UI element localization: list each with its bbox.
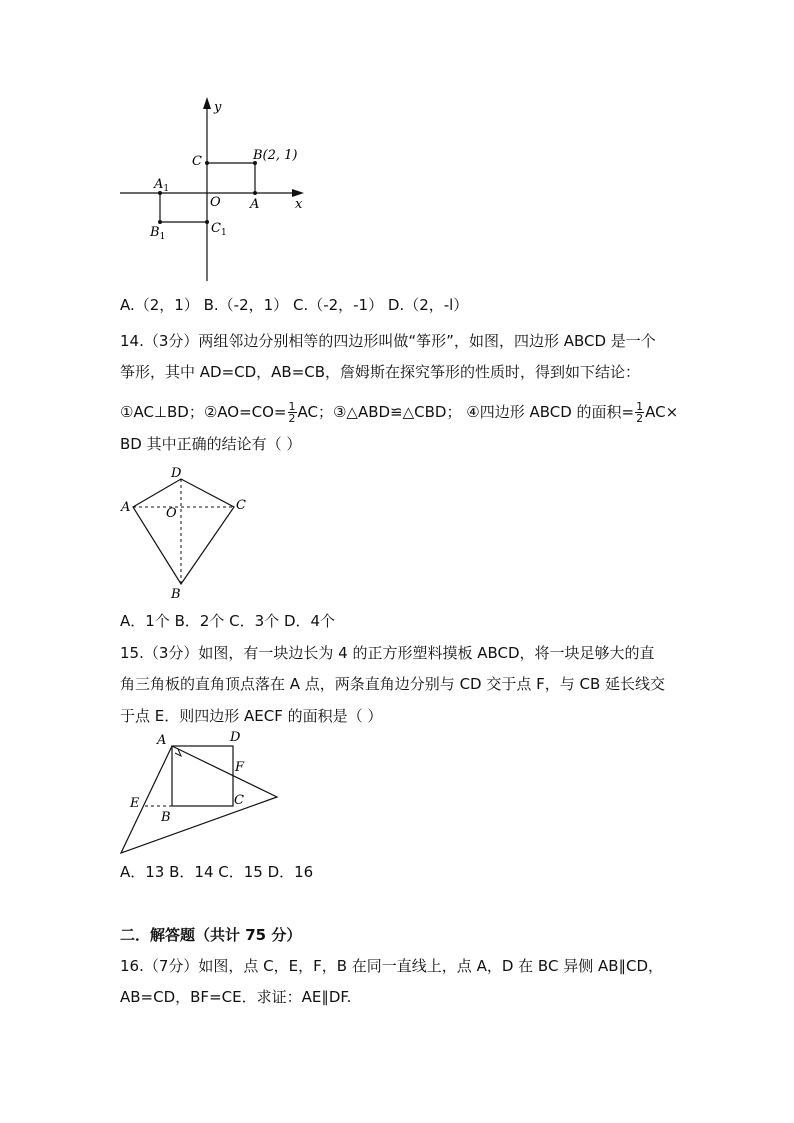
q15-options: A．13 B．14 C．15 D．16	[120, 863, 314, 881]
section-2-title: 二．解答题（共计 75 分）	[120, 926, 302, 944]
rectangle-OA1B1C1	[160, 193, 207, 222]
q14-line3	[120, 398, 678, 426]
label-B1: $B_1$	[150, 225, 166, 242]
point-C1	[205, 220, 209, 224]
q14-line3-part2: AC；③△ABD≌△CBD； ④四边形 ABCD 的面积=	[297, 403, 635, 421]
kite-ABCD	[133, 479, 234, 584]
rectangle-OABC	[207, 163, 255, 193]
point-B1	[158, 220, 162, 224]
q15-line3: 于点 E．则四边形 AECF 的面积是（ ）	[120, 707, 383, 725]
label-D: D	[171, 466, 182, 481]
point-A	[253, 191, 257, 195]
label-C: C	[192, 154, 202, 169]
point-C	[205, 161, 209, 165]
label-B: B	[171, 587, 181, 602]
x-axis-arrow	[292, 189, 304, 197]
label-A: A	[121, 500, 131, 515]
label-D: D	[230, 730, 241, 745]
q15-line2: 角三角板的直角顶点落在 A 点，两条直角边分别与 CD 交于点 F，与 CB 延长线交	[120, 675, 666, 693]
q15-line1: 15.（3分）如图，有一块边长为 4 的正方形塑料摸板 ABCD，将一块足够大的直	[120, 644, 655, 662]
label-O: O	[210, 195, 221, 210]
label-x: x	[295, 197, 303, 212]
label-y: y	[214, 100, 222, 115]
fraction-half: $\frac{1}{2}$	[636, 400, 644, 425]
q16-line2: AB=CD，BF=CE．求证：AE∥DF.	[120, 988, 352, 1006]
q14-line4: BD 其中正确的结论有（ ）	[120, 435, 302, 453]
label-F: F	[235, 760, 245, 775]
square-ABCD	[172, 746, 233, 806]
label-A: A	[157, 733, 167, 748]
fraction-half: $\frac{1}{2}$	[288, 400, 296, 425]
q14-line3-part1: ①AC⊥BD；②AO=CO=	[120, 403, 287, 421]
y-axis-arrow	[203, 97, 211, 109]
label-O: O	[166, 506, 177, 521]
figure-q13-coordinate-diagram	[118, 95, 318, 285]
label-C: C	[234, 793, 244, 808]
q14-line3-part3: AC×	[645, 403, 679, 421]
label-A1: $A_1$	[154, 177, 170, 194]
label-C: C	[236, 498, 246, 513]
right-triangle	[121, 746, 277, 853]
q14-line2: 筝形，其中 AD=CD，AB=CB，詹姆斯在探究筝形的性质时，得到如下结论：	[120, 363, 641, 381]
label-B: B(2, 1)	[253, 148, 298, 163]
figure-q14-kite	[118, 462, 253, 602]
label-A: A	[250, 197, 260, 212]
label-B: B	[161, 810, 171, 825]
q14-options: A．1个 B．2个 C．3个 D．4个	[120, 612, 336, 630]
q16-line1: 16.（7分）如图，点 C，E，F，B 在同一直线上，点 A，D 在 BC 异侧 AB∥CD，	[120, 957, 664, 975]
label-E: E	[130, 796, 140, 811]
q13-options: A.（2，1） B.（-2，1） C.（-2，-1） D.（2，-l）	[120, 296, 469, 314]
label-C1: $C_1$	[211, 221, 227, 238]
q14-line1: 14.（3分）两组邻边分别相等的四边形叫做“筝形”，如图，四边形 ABCD 是一个	[120, 332, 656, 350]
figure-q15-square-triangle	[118, 728, 283, 858]
